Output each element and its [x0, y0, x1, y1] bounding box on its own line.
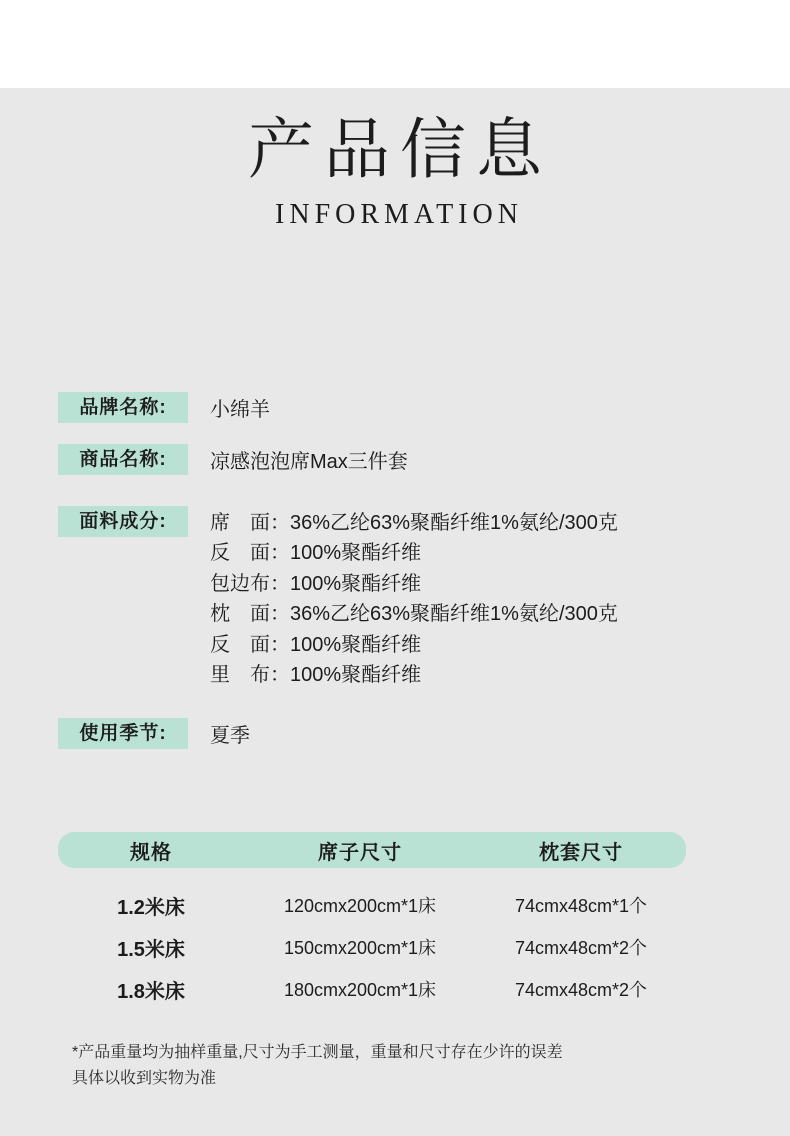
- table-cell-pillow-size: 74cmx48cm*2个: [514, 980, 648, 1000]
- page-title: 产品信息: [248, 114, 552, 187]
- table-header-spec: 规格: [130, 841, 172, 864]
- table-cell-spec: 1.8米床: [117, 980, 185, 1003]
- specification-table: [58, 832, 686, 1010]
- table-cell-pillow-size: 74cmx48cm*1个: [514, 896, 648, 916]
- page-title-block: [0, 110, 790, 231]
- fabric-line: 反 面：100%聚酯纤维: [210, 542, 422, 565]
- table-cell-spec: 1.2米床: [117, 896, 185, 919]
- info-value-season: 夏季: [210, 725, 250, 748]
- top-white-band: [0, 0, 790, 88]
- info-label-brand: 品牌名称:: [58, 392, 188, 423]
- info-list: [58, 392, 738, 770]
- fabric-line: 反 面：100%聚酯纤维: [210, 633, 422, 656]
- fabric-line: 枕 面：36%乙纶63%聚酯纤维1%氨纶/300克: [210, 603, 618, 626]
- info-row-product: [58, 444, 738, 478]
- info-label-product: 商品名称:: [58, 444, 188, 475]
- footnote: [72, 1040, 732, 1093]
- table-header-row: [58, 832, 686, 868]
- table-row: [58, 926, 686, 968]
- table-cell-mat-size: 150cmx200cm*1床: [283, 938, 437, 958]
- table-cell-mat-size: 120cmx200cm*1床: [283, 896, 437, 916]
- info-value-brand: 小绵羊: [210, 399, 270, 421]
- table-row: [58, 884, 686, 926]
- footnote-line-1: *产品重量均为抽样重量,尺寸为手工测量，重量和尺寸存在少许的误差: [72, 1044, 563, 1061]
- info-row-brand: [58, 392, 738, 426]
- info-value-fabric: [188, 506, 738, 690]
- fabric-line: 席 面：36%乙纶63%聚酯纤维1%氨纶/300克: [210, 512, 618, 534]
- page-subtitle: INFORMATION: [275, 198, 523, 230]
- info-value-product: 凉感泡泡席Max三件套: [210, 451, 408, 473]
- table-cell-pillow-size: 74cmx48cm*2个: [514, 938, 648, 958]
- footnote-line-2: 具体以收到实物为准: [72, 1070, 217, 1088]
- fabric-line: 里 布：100%聚酯纤维: [210, 663, 422, 686]
- table-row: [58, 968, 686, 1010]
- table-header-mat-size: 席子尺寸: [318, 841, 402, 864]
- info-row-season: [58, 718, 738, 752]
- table-cell-spec: 1.5米床: [117, 938, 185, 961]
- info-label-fabric: 面料成分:: [58, 506, 188, 537]
- fabric-line: 包边布：100%聚酯纤维: [210, 572, 422, 595]
- info-label-season: 使用季节:: [58, 718, 188, 749]
- info-row-fabric: [58, 506, 738, 690]
- table-cell-mat-size: 180cmx200cm*1床: [283, 980, 437, 1000]
- table-header-pillow-size: 枕套尺寸: [539, 841, 623, 864]
